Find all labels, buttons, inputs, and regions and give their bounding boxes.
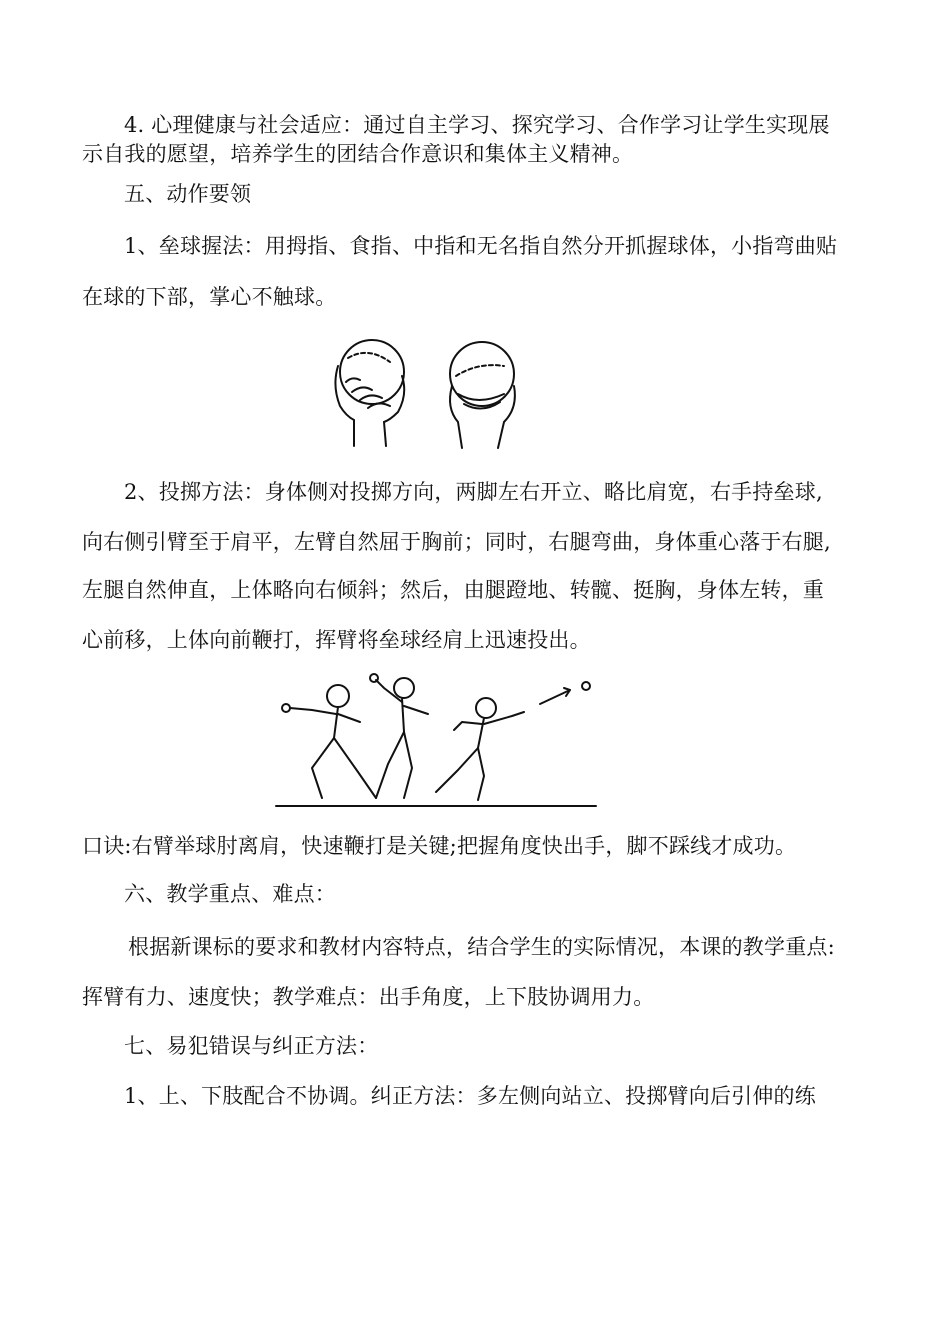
- grip-paragraph-line-1: 1、垒球握法：用拇指、食指、中指和无名指自然分开抓握球体，小指弯曲贴: [124, 234, 838, 258]
- heading-section-6: 六、教学重点、难点：: [124, 882, 336, 906]
- softball-grip-illustration: [328, 336, 528, 452]
- error-item-1: 1、上、下肢配合不协调。纠正方法：多左侧向站立、投掷臂向后引伸的练: [124, 1084, 816, 1108]
- paragraph-4-line-1: 4. 心理健康与社会适应：通过自主学习、探究学习、合作学习让学生实现展: [124, 113, 830, 137]
- throw-paragraph-line-2: 向右侧引臂至于肩平，左臂自然屈于胸前；同时，右腿弯曲，身体重心落于右腿,: [82, 530, 831, 554]
- paragraph-4-line-2: 示自我的愿望，培养学生的团结合作意识和集体主义精神。: [82, 142, 634, 166]
- throwing-sequence-illustration: [272, 672, 602, 812]
- throw-paragraph-line-1: 2、投掷方法：身体侧对投掷方向，两脚左右开立、略比肩宽，右手持垒球,: [124, 480, 823, 504]
- throwing-rhyme: 口诀:右臂举球肘离肩，快速鞭打是关键;把握角度快出手，脚不踩线才成功。: [82, 834, 797, 858]
- key-points-line-2: 挥臂有力、速度快；教学难点：出手角度，上下肢协调用力。: [82, 985, 655, 1009]
- throw-paragraph-line-3: 左腿自然伸直，上体略向右倾斜；然后，由腿蹬地、转髋、挺胸，身体左转，重: [82, 578, 824, 602]
- grip-paragraph-line-2: 在球的下部，掌心不触球。: [82, 285, 337, 309]
- heading-section-7: 七、易犯错误与纠正方法：: [124, 1034, 379, 1058]
- key-points-line-1: 根据新课标的要求和教材内容特点，结合学生的实际情况，本课的教学重点:: [128, 935, 835, 959]
- throw-paragraph-line-4: 心前移，上体向前鞭打，挥臂将垒球经肩上迅速投出。: [82, 628, 591, 652]
- heading-section-5: 五、动作要领: [124, 182, 252, 206]
